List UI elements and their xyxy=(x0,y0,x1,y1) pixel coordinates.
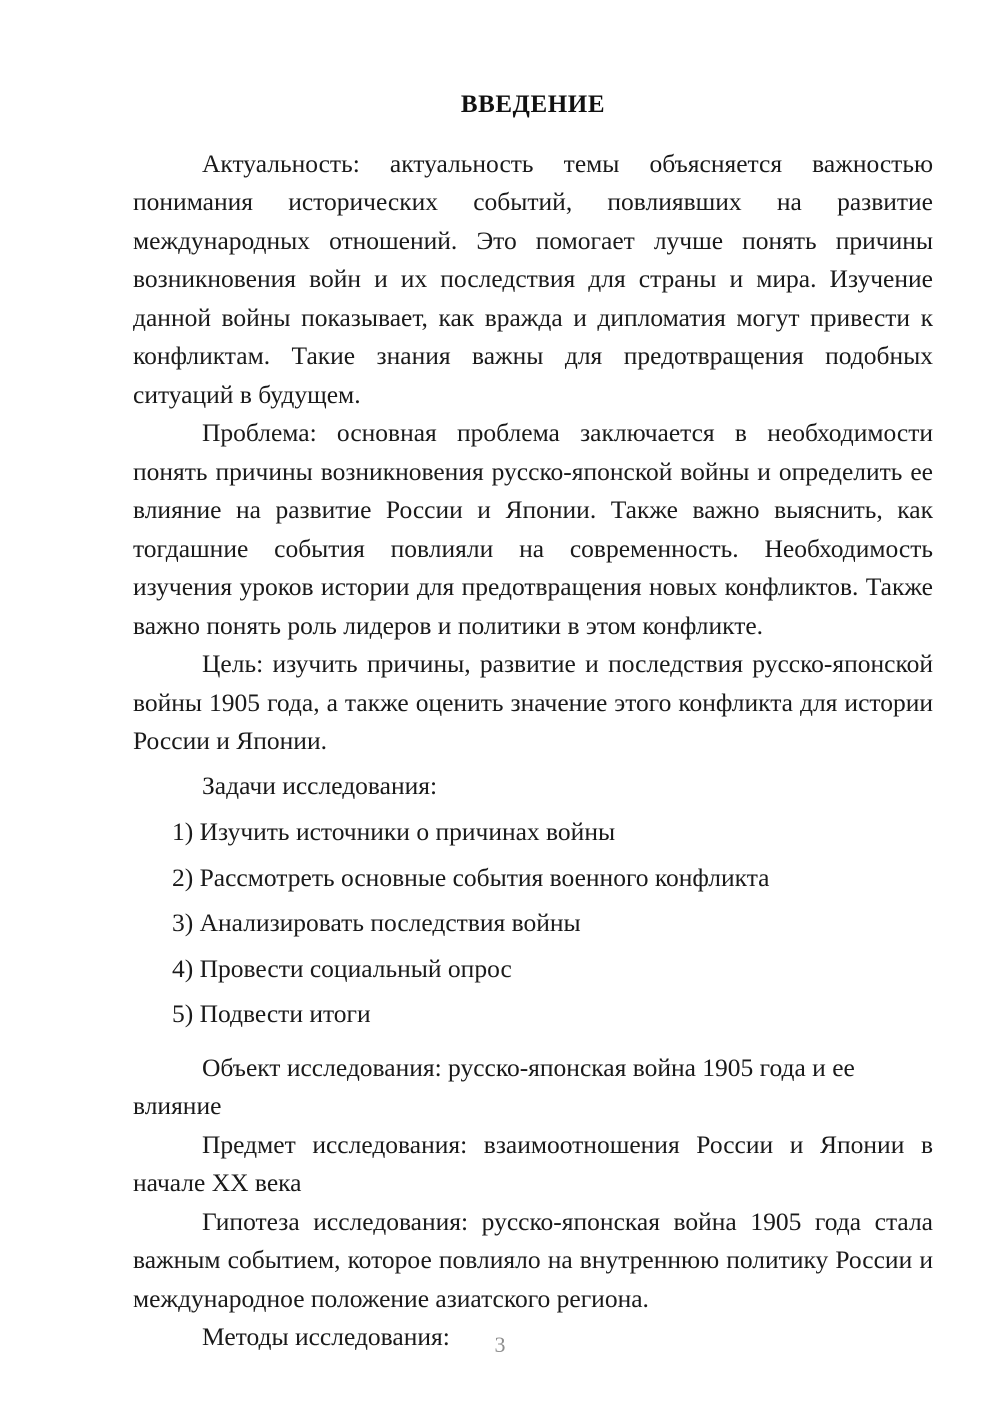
paragraph-relevance: Актуальность: актуальность темы объясняется важностью понимания исторических событий, повлиявших на развитие международных отношений. Это помогает лучше понять причины возникновения войн и их последствия для страны и мира. Изучение данной войны показывает, как вражда и дипломатия могут привести к конфликтам. Такие знания важны для предотвращения подобных ситуаций в будущем. xyxy=(133,148,933,409)
tasks-list xyxy=(133,813,933,1034)
list-item: 5) Подвести итоги xyxy=(172,999,371,1028)
spacer xyxy=(133,1041,933,1049)
list-item: 2) Рассмотреть основные события военного конфликта xyxy=(172,862,770,892)
list-item: 3) Анализировать последствия войны xyxy=(172,908,581,937)
document-body xyxy=(133,86,933,1357)
paragraph-hypothesis: Гипотеза исследования: русско-японская война 1905 года стала важным событием, которое повлияло на внутреннюю политику России и международное положение азиатского региона. xyxy=(133,1206,933,1313)
list-item: 4) Провести социальный опрос xyxy=(172,953,512,983)
paragraph-subject: Предмет исследования: взаимоотношения России и Японии в начале XX века xyxy=(133,1129,933,1197)
paragraph-object: Объект исследования: русско-японская война 1905 года и ее влияние xyxy=(133,1052,855,1120)
spacer xyxy=(133,805,933,813)
page-title: ВВЕДЕНИЕ xyxy=(460,91,606,118)
tasks-heading: Задачи исследования: xyxy=(202,770,438,800)
paragraph-goal: Цель: изучить причины, развитие и последствия русско-японской войны 1905 года, а также оценить значение этого конфликта для истории России и Японии. xyxy=(133,649,933,755)
methods-heading: Методы исследования: xyxy=(202,1322,450,1351)
paragraph-problem: Проблема: основная проблема заключается в необходимости понять причины возникновения русско-японской войны и определить ее влияние на развитие России и Японии. Также важно выяснить, как тогдашние события повлияли на современность. Необходимость изучения уроков истории для предотвращения новых конфликтов. Также важно понять роль лидеров и политики в этом конфликте. xyxy=(133,418,933,640)
page-number: 3 xyxy=(494,1332,506,1357)
list-item: 1) Изучить источники о причинах войны xyxy=(172,817,616,846)
